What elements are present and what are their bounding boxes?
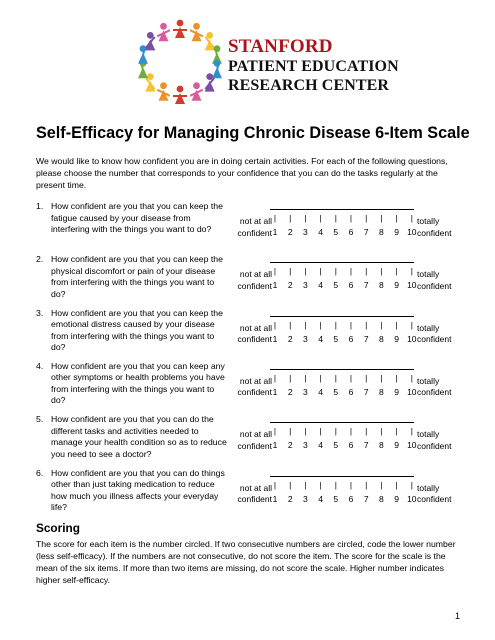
confidence-rating-scale: [232, 308, 472, 360]
list-item: [36, 468, 466, 520]
scale-option-9[interactable]: 9: [394, 386, 399, 397]
scale-tick-mark: |: [395, 372, 398, 383]
scale-low-anchor-line1: not at all: [239, 216, 272, 226]
question-number: 1.: [36, 201, 44, 211]
scale-option-7[interactable]: 7: [363, 227, 369, 237]
scale-tick-mark: |: [319, 372, 322, 383]
scale-high-anchor-line2: confident: [417, 494, 452, 504]
scale-tick-mark: |: [365, 213, 368, 223]
scale-tick-mark: |: [289, 213, 292, 223]
scale-option-8[interactable]: 8: [379, 493, 384, 504]
scale-tick-mark: |: [365, 479, 368, 490]
scale-option-6[interactable]: 6: [348, 333, 354, 344]
scale-tick-mark: |: [380, 213, 383, 223]
scale-option-9[interactable]: 9: [394, 493, 399, 504]
page-title: Self-Efficacy for Managing Chronic Disease 6-Item Scale: [36, 124, 470, 142]
scale-option-5[interactable]: 5: [333, 386, 339, 397]
question-text: How confident are you that you can keep any other symptoms or health problems you have from interfering with the things you want to do?: [51, 360, 225, 406]
scoring-heading: Scoring: [36, 521, 80, 535]
scale-option-1[interactable]: 1: [272, 440, 278, 451]
scale-option-5[interactable]: 5: [333, 333, 339, 344]
scale-option-4[interactable]: 4: [318, 440, 323, 451]
question-number: 4.: [36, 360, 44, 371]
scale-low-anchor-line1: not at all: [239, 375, 272, 386]
list-item: [36, 361, 466, 413]
scale-low-anchor-line2: confident: [237, 440, 272, 451]
logo-figure: [205, 32, 215, 50]
scale-tick-mark: |: [334, 372, 337, 383]
scale-tick-mark: |: [365, 372, 368, 383]
scale-option-10[interactable]: 10: [407, 227, 417, 237]
scale-tick-mark: |: [365, 266, 368, 277]
scale-tick-mark: |: [319, 319, 322, 330]
scale-rule: [270, 262, 414, 263]
scale-option-3[interactable]: 3: [303, 333, 308, 344]
scale-high-anchor: [417, 376, 467, 399]
scale-tick-mark: |: [349, 266, 353, 277]
scale-option-4[interactable]: 4: [318, 493, 323, 504]
logo-figure: [173, 86, 187, 104]
scale-option-7[interactable]: 7: [363, 386, 369, 397]
logo-line-stanford: STANFORD: [228, 36, 333, 57]
question-number: 3.: [36, 307, 44, 318]
scale-tick-mark: |: [289, 372, 292, 383]
scale-tick-mark: |: [395, 479, 398, 490]
scale-tick-mark: |: [410, 213, 413, 223]
scale-tick-mark: |: [410, 372, 413, 383]
scoring-paragraph: The score for each item is the number circled. If two consecutive numbers are circled, code the lower number (less self-efficacy). If the numbers are not consecutive, do not score the item. The score for the scale is the mean of the six items. If more than two items are missing, do not score the scale. Higher number indicates higher self-efficacy.: [36, 539, 456, 585]
scale-option-1[interactable]: 1: [272, 333, 278, 344]
scale-option-6[interactable]: 6: [348, 386, 354, 397]
scale-tick-mark: |: [365, 426, 368, 437]
logo-figure: [173, 20, 187, 38]
scale-option-8[interactable]: 8: [379, 440, 384, 451]
scale-option-10[interactable]: 10: [407, 333, 417, 344]
logo-figure: [190, 82, 203, 100]
list-item: [36, 201, 466, 253]
scale-tick-mark: |: [349, 213, 353, 223]
scale-option-10[interactable]: 10: [407, 386, 417, 397]
question-text: How confident are you that you can keep the emotional distress caused by your disease from interfering with the things you want to do?: [51, 307, 223, 353]
circle-of-people-logo-icon: [128, 17, 232, 105]
scale-option-5[interactable]: 5: [333, 440, 339, 451]
scale-option-8[interactable]: 8: [379, 280, 384, 291]
question-number: 2.: [36, 254, 44, 265]
scale-low-anchor-line2: confident: [237, 387, 272, 398]
scale-low-anchor-line1: not at all: [239, 482, 272, 493]
stanford-patient-education-logo: [128, 17, 399, 107]
scale-low-anchor-line2: confident: [237, 227, 272, 238]
scale-rule: [270, 316, 414, 317]
scale-tick-mark: |: [334, 426, 337, 437]
scale-tick-mark: |: [349, 426, 353, 437]
scale-option-6[interactable]: 6: [348, 440, 354, 451]
list-item: [36, 254, 466, 306]
scale-tick-mark: |: [289, 319, 292, 330]
scale-tick-mark: |: [395, 426, 398, 437]
scale-tick-mark: |: [334, 479, 337, 490]
scale-tick-mark: |: [273, 213, 277, 223]
scale-tick-mark: |: [319, 266, 322, 277]
scale-option-10[interactable]: 10: [407, 280, 417, 291]
scale-tick-mark: |: [395, 319, 398, 330]
scale-low-anchor: [232, 216, 272, 239]
scale-option-1[interactable]: 1: [272, 493, 278, 504]
scale-option-4[interactable]: 4: [318, 386, 323, 397]
scale-tick-mark: |: [380, 372, 383, 383]
scale-high-anchor: [417, 216, 467, 239]
logo-line-patient-education: PATIENT EDUCATION: [228, 58, 399, 75]
scale-high-anchor: [417, 429, 467, 452]
scale-low-anchor-line1: not at all: [239, 322, 272, 333]
scale-option-9[interactable]: 9: [394, 280, 399, 291]
logo-figure: [190, 23, 203, 41]
scale-tick-mark: |: [395, 213, 398, 223]
confidence-rating-scale: [232, 468, 472, 520]
scale-tick-mark: |: [304, 266, 307, 277]
scale-high-anchor-line1: totally: [417, 375, 440, 386]
confidence-rating-scale: [232, 201, 472, 253]
scale-tick-mark: |: [289, 426, 292, 437]
scale-option-9[interactable]: 9: [394, 227, 399, 237]
scale-tick-mark: |: [319, 213, 322, 223]
scale-low-anchor: [232, 323, 272, 346]
scale-tick-mark: |: [304, 479, 307, 490]
question-number: 5.: [36, 414, 44, 425]
scale-high-anchor-line1: totally: [417, 216, 440, 226]
scale-tick-mark: |: [273, 372, 277, 383]
scale-option-7[interactable]: 7: [363, 493, 369, 504]
scale-low-anchor-line1: not at all: [239, 269, 272, 280]
scale-option-5[interactable]: 5: [333, 280, 339, 291]
scale-rule: [270, 209, 414, 210]
scale-option-3[interactable]: 3: [303, 227, 308, 237]
intro-paragraph: We would like to know how confident you are in doing certain activities. For each of the following questions, please choose the number that corresponds to your confidence that you can do the tasks regularly at the present time.: [36, 156, 448, 190]
scale-high-anchor: [417, 323, 467, 346]
scale-tick-mark: |: [304, 372, 307, 383]
scale-tick-mark: |: [273, 479, 277, 490]
scale-tick-mark: |: [319, 479, 322, 490]
scale-option-3[interactable]: 3: [303, 386, 308, 397]
scale-low-anchor: [232, 483, 272, 506]
logo-line-research-center: RESEARCH CENTER: [228, 77, 390, 94]
scale-tick-mark: |: [410, 479, 413, 490]
question-number: 6.: [36, 467, 44, 478]
scale-option-1[interactable]: 1: [272, 280, 278, 291]
scale-option-9[interactable]: 9: [394, 440, 399, 451]
scale-option-5[interactable]: 5: [333, 227, 339, 237]
scale-high-anchor: [417, 483, 467, 506]
scale-option-4[interactable]: 4: [318, 280, 323, 291]
list-item: [36, 414, 466, 466]
scale-high-anchor-line2: confident: [417, 334, 452, 345]
scale-option-10[interactable]: 10: [407, 440, 417, 451]
scale-option-8[interactable]: 8: [379, 333, 384, 344]
scale-tick-mark: |: [334, 213, 337, 223]
logo-figure: [157, 23, 170, 41]
scale-option-7[interactable]: 7: [363, 333, 369, 344]
scale-option-2[interactable]: 2: [287, 493, 293, 504]
scale-option-2[interactable]: 2: [287, 440, 293, 451]
scale-low-anchor-line2: confident: [237, 494, 272, 504]
scale-tick-mark: |: [410, 266, 413, 277]
scale-tick-mark: |: [334, 266, 337, 277]
scale-high-anchor-line2: confident: [417, 280, 452, 291]
scale-low-anchor: [232, 429, 272, 452]
scale-option-10[interactable]: 10: [407, 493, 417, 504]
question-text: How confident are you that you can do the different tasks and activities needed to manage your health condition so as to reduce you need to see a doctor?: [51, 414, 227, 459]
scale-tick-mark: |: [410, 426, 413, 437]
question-text: How confident are you that you can keep the fatigue caused by your disease from interfering with the things you want to do?: [51, 201, 223, 234]
scale-option-4[interactable]: 4: [318, 333, 323, 344]
scale-option-2[interactable]: 2: [287, 333, 293, 344]
scale-high-anchor-line1: totally: [417, 269, 440, 280]
scale-option-9[interactable]: 9: [394, 333, 399, 344]
scale-low-anchor-line1: not at all: [239, 429, 272, 440]
scale-tick-mark: |: [319, 426, 322, 437]
scale-rule: [270, 476, 414, 477]
scale-option-8[interactable]: 8: [379, 227, 384, 237]
confidence-rating-scale: [232, 254, 472, 306]
confidence-rating-scale: [232, 414, 472, 466]
scale-tick-mark: |: [304, 319, 307, 330]
scale-tick-mark: |: [349, 319, 353, 330]
question-text: How confident are you that you can keep the physical discomfort or pain of your disease from interfering with the things you want to do?: [51, 254, 223, 299]
scale-option-2[interactable]: 2: [287, 280, 293, 291]
scale-option-2[interactable]: 2: [287, 227, 293, 237]
scale-high-anchor-line1: totally: [417, 322, 440, 333]
scale-option-7[interactable]: 7: [363, 280, 369, 291]
scale-option-6[interactable]: 6: [348, 227, 354, 237]
scale-option-6[interactable]: 6: [348, 280, 354, 291]
scale-option-8[interactable]: 8: [379, 386, 384, 397]
scale-option-7[interactable]: 7: [363, 440, 369, 451]
scale-low-anchor-line2: confident: [237, 280, 272, 291]
scale-tick-mark: |: [380, 426, 383, 437]
scale-tick-mark: |: [349, 372, 353, 383]
scale-tick-mark: |: [395, 266, 398, 277]
confidence-rating-scale: [232, 361, 472, 413]
logo-figure: [145, 32, 155, 50]
scale-high-anchor: [417, 269, 467, 292]
scale-tick-mark: |: [304, 426, 307, 437]
scale-high-anchor-line2: confident: [417, 227, 452, 238]
scale-tick-mark: |: [273, 426, 277, 437]
scale-high-anchor-line2: confident: [417, 387, 452, 398]
scale-high-anchor-line1: totally: [417, 429, 440, 440]
scale-option-6[interactable]: 6: [348, 493, 354, 504]
scale-tick-mark: |: [334, 319, 337, 330]
scale-low-anchor-line2: confident: [237, 334, 272, 345]
scale-tick-mark: |: [380, 319, 383, 330]
scale-option-3[interactable]: 3: [303, 280, 308, 291]
scale-tick-mark: |: [304, 213, 307, 223]
scale-tick-mark: |: [365, 319, 368, 330]
question-text: How confident are you that you can do things other than just taking medication to reduce how much you illness affects your everyday life?: [51, 467, 225, 512]
scale-option-3[interactable]: 3: [303, 440, 308, 451]
scale-low-anchor: [232, 376, 272, 399]
page-number: 1: [454, 611, 460, 621]
scale-tick-mark: |: [273, 266, 277, 277]
scale-option-5[interactable]: 5: [333, 493, 339, 504]
scale-option-1[interactable]: 1: [272, 386, 278, 397]
scale-rule: [270, 369, 414, 370]
scale-option-2[interactable]: 2: [287, 386, 293, 397]
scale-tick-mark: |: [410, 319, 413, 330]
scale-tick-mark: |: [289, 266, 292, 277]
scale-tick-mark: |: [380, 266, 383, 277]
logo-figure: [157, 82, 170, 100]
scale-tick-mark: |: [289, 479, 292, 490]
scale-option-1[interactable]: 1: [272, 227, 278, 237]
scale-low-anchor: [232, 269, 272, 292]
scale-rule: [270, 422, 414, 423]
scale-tick-mark: |: [380, 479, 383, 490]
list-item: [36, 308, 466, 360]
scale-tick-mark: |: [273, 319, 277, 330]
logo-wordmark: [228, 37, 399, 94]
scale-option-4[interactable]: 4: [318, 227, 323, 237]
scale-high-anchor-line1: totally: [417, 482, 440, 493]
scale-option-3[interactable]: 3: [303, 493, 308, 504]
scale-tick-mark: |: [349, 479, 353, 490]
scale-high-anchor-line2: confident: [417, 440, 452, 451]
